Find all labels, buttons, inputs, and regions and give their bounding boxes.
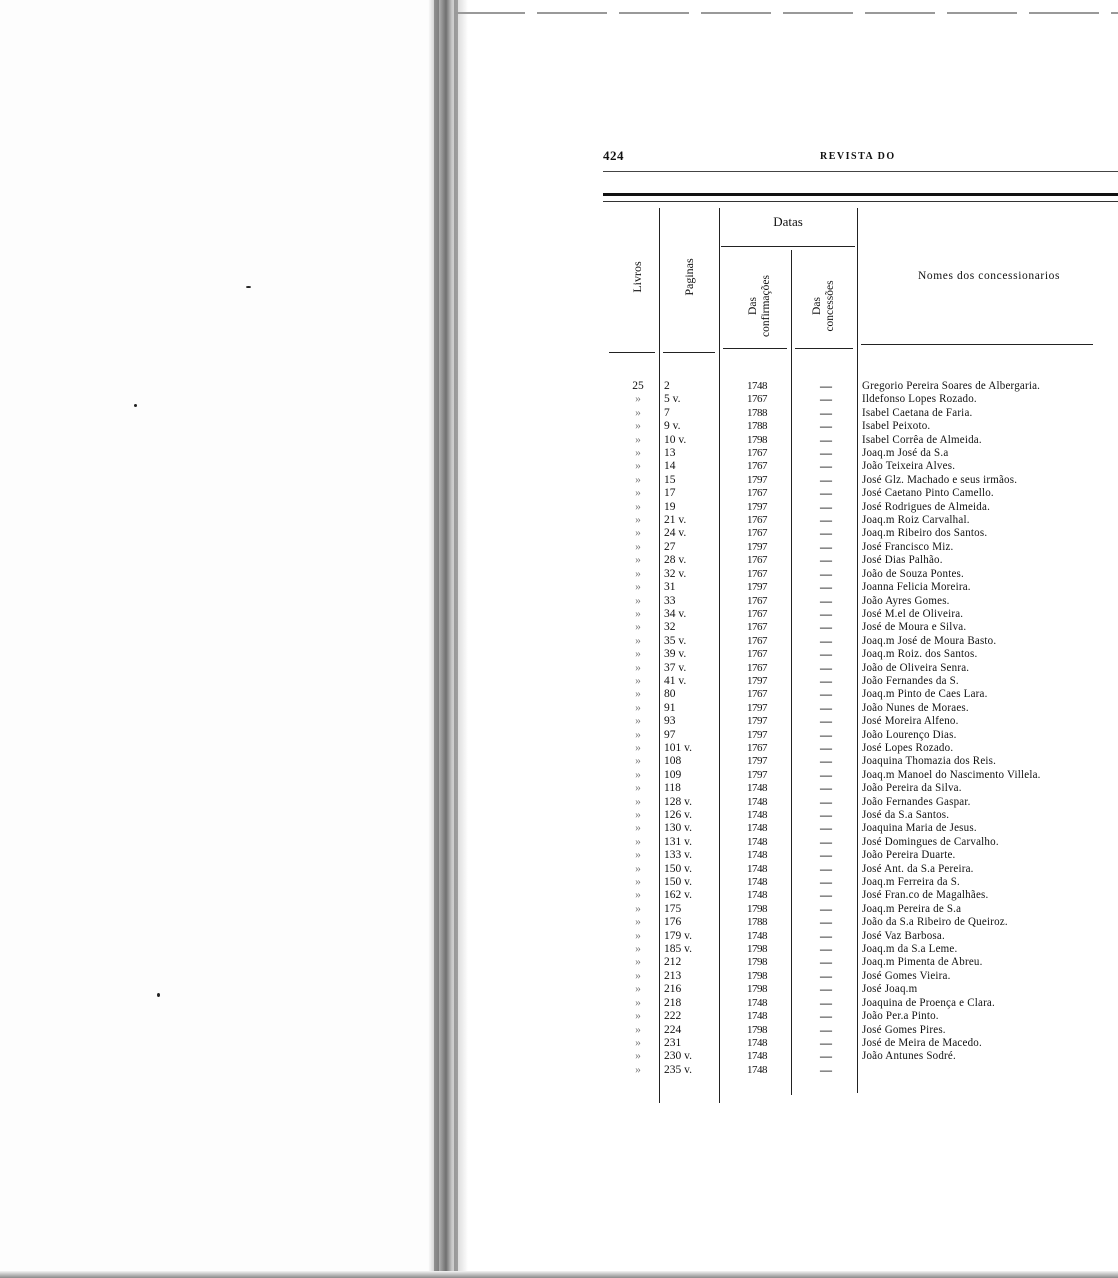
confirmacao-cell: 1797: [747, 768, 767, 781]
livro-cell: 25: [632, 380, 644, 392]
concessao-cell: —: [820, 848, 832, 863]
pagina-cell: 35 v.: [664, 634, 687, 647]
pagina-cell: 222: [664, 1010, 682, 1023]
datas-header: Datas: [773, 214, 803, 229]
nomes-column: [862, 380, 1118, 1077]
concessao-cell: —: [820, 566, 832, 581]
concessao-cell: —: [820, 620, 832, 635]
livro-cell: »: [635, 514, 641, 527]
livro-cell: »: [635, 741, 641, 754]
confirmacao-cell: 1767: [747, 393, 767, 406]
page-top-edge: [455, 12, 1118, 14]
livro-cell: »: [635, 473, 641, 486]
confirmacao-cell: 1767: [747, 567, 767, 580]
nome-cell: Joaquina Thomazia dos Reis.: [862, 755, 997, 768]
livro-cell: »: [635, 1050, 641, 1063]
concessao-cell: —: [820, 539, 832, 554]
livro-cell: »: [635, 433, 641, 446]
livro-cell: »: [635, 447, 641, 460]
pagina-cell: 9 v.: [664, 420, 681, 433]
livro-cell: »: [635, 581, 641, 594]
confirmacao-cell: 1797: [747, 728, 767, 741]
nome-cell: Joaq.m Pinto de Caes Lara.: [862, 688, 988, 701]
concessao-cell: —: [820, 392, 832, 407]
nome-cell: João Fernandes Gaspar.: [862, 795, 971, 808]
pagina-cell: 10 v.: [664, 433, 687, 446]
pagina-cell: 97: [664, 728, 676, 741]
table-top-rule: [603, 193, 1118, 196]
nome-cell: João Lourenço Dias.: [862, 728, 957, 741]
nome-cell: Gregorio Pereira Soares de Albergaria.: [862, 379, 1041, 393]
gutter-crease: [434, 0, 439, 1278]
nome-cell: Joaq.m Roiz. dos Santos.: [862, 647, 978, 661]
concessao-cell: —: [820, 942, 832, 957]
livro-cell: »: [635, 674, 641, 687]
confirmacao-cell: 1798: [747, 983, 767, 996]
confirmacao-cell: 1748: [747, 862, 767, 875]
pagina-cell: 14: [664, 460, 676, 473]
livro-cell: »: [635, 876, 641, 889]
concessao-cell: —: [820, 928, 832, 943]
confirmacao-cell: 1767: [747, 460, 767, 473]
pagina-cell: 34 v.: [664, 607, 687, 620]
confirmacao-cell: 1797: [747, 581, 767, 594]
confirmacao-cell: 1748: [747, 835, 767, 848]
nome-cell: Joaq.m Manoel do Nascimento Villela.: [862, 768, 1041, 782]
livro-cell: »: [635, 862, 641, 875]
concessao-cell: —: [820, 660, 832, 675]
pagina-cell: 101 v.: [664, 741, 693, 754]
concessao-cell: —: [820, 673, 832, 688]
livro-cell: »: [635, 688, 641, 701]
confirmacao-cell: 1798: [747, 956, 767, 969]
concessao-cell: —: [820, 486, 832, 501]
nome-cell: José Moreira Alfeno.: [862, 714, 959, 728]
nome-cell: Joaq.m Ribeiro dos Santos.: [862, 527, 988, 540]
concessoes-header-text: Das concessões: [811, 280, 836, 332]
nome-cell: José M.el de Oliveira.: [862, 607, 964, 621]
nome-cell: José de Moura e Silva.: [862, 620, 967, 634]
concessao-cell: —: [820, 459, 832, 474]
livro-cell: »: [635, 795, 641, 808]
pagina-cell: 80: [664, 688, 676, 701]
pagina-cell: 28 v.: [664, 554, 687, 567]
concessao-cell: —: [820, 808, 832, 822]
livro-cell: »: [635, 1023, 641, 1036]
confirmacao-cell: 1748: [747, 782, 767, 795]
livro-cell: »: [635, 902, 641, 915]
pagina-cell: 27: [664, 540, 676, 553]
nome-cell: Joaq.m Roiz Carvalhal.: [862, 513, 970, 527]
livros-header: Livros: [630, 261, 644, 293]
print-speck: [246, 286, 251, 288]
column-divider: [659, 208, 660, 1103]
nome-cell: Joaq.m José de Moura Basto.: [862, 634, 997, 647]
nome-cell: José Glz. Machado e seus irmãos.: [862, 473, 1018, 487]
concessao-cell: —: [820, 767, 832, 782]
confirmacao-cell: 1767: [747, 607, 767, 620]
confirmacao-cell: 1797: [747, 755, 767, 768]
livro-cell: »: [635, 460, 641, 473]
concessao-cell: —: [820, 995, 832, 1010]
nome-cell: José de Meira de Macedo.: [862, 1036, 982, 1050]
confirmacao-cell: 1748: [747, 876, 767, 889]
concessao-cell: —: [820, 499, 832, 514]
livro-cell: »: [635, 621, 641, 634]
confirmacao-cell: 1748: [747, 809, 767, 821]
pagina-cell: 21 v.: [664, 514, 687, 527]
pagina-cell: 108: [664, 755, 682, 768]
nome-cell: José Caetano Pinto Camello.: [862, 486, 994, 500]
paginas-column: [664, 380, 724, 1077]
nome-cell: José da S.a Santos.: [862, 808, 950, 822]
concessao-cell: —: [820, 727, 832, 742]
concessao-cell: —: [820, 593, 832, 608]
gutter-crease: [454, 0, 458, 1278]
nome-cell: José Fran.co de Magalhães.: [862, 889, 989, 902]
pagina-cell: 150 v.: [664, 862, 693, 875]
confirmacao-cell: 1798: [747, 433, 767, 446]
confirmacao-cell: 1767: [747, 487, 767, 500]
confirmacao-cell: 1797: [747, 674, 767, 687]
concessao-cell: —: [820, 915, 832, 930]
nome-cell: José Dias Palhão.: [862, 553, 943, 567]
nome-cell: João Nunes de Moraes.: [862, 701, 969, 715]
nome-cell: José Domingues de Carvalho.: [862, 835, 999, 849]
concessao-cell: —: [820, 553, 832, 568]
concessao-cell: —: [820, 901, 832, 916]
livro-cell: »: [635, 567, 641, 580]
concessao-cell: —: [820, 888, 832, 903]
pagina-cell: 150 v.: [664, 876, 693, 889]
pagina-cell: 131 v.: [664, 835, 693, 848]
pagina-cell: 212: [664, 956, 682, 969]
confirmacao-cell: 1797: [747, 540, 767, 553]
concessao-cell: —: [820, 526, 832, 541]
header-bottom-rule: [663, 352, 715, 353]
concessao-cell: —: [820, 821, 832, 836]
pagina-cell: 133 v.: [664, 849, 693, 862]
livro-cell: »: [635, 715, 641, 728]
nome-cell: João Fernandes da S.: [862, 674, 959, 688]
nome-cell: José Gomes Pires.: [862, 1023, 946, 1036]
confirmacao-cell: 1797: [747, 500, 767, 513]
livro-cell: »: [635, 943, 641, 956]
nome-cell: Joaquina de Proença e Clara.: [862, 996, 995, 1009]
pagina-cell: 230 v.: [664, 1050, 693, 1063]
concessoes-column: [796, 380, 856, 1077]
confirmacao-cell: 1767: [747, 527, 767, 540]
concessao-cell: —: [820, 1022, 832, 1037]
nome-cell: João Per.a Pinto.: [862, 1009, 939, 1023]
confirmacao-cell: 1748: [747, 849, 767, 862]
pagina-cell: 175: [664, 902, 682, 915]
pagina-cell: 37 v.: [664, 661, 687, 674]
column-divider: [791, 250, 792, 1095]
table-top-rule-thin: [603, 201, 1118, 202]
livro-cell: »: [635, 540, 641, 553]
pagina-cell: 32: [664, 621, 676, 634]
concessao-cell: —: [820, 580, 832, 595]
pagina-cell: 185 v.: [664, 943, 693, 956]
concessao-cell: —: [820, 432, 832, 447]
confirmacao-cell: 1767: [747, 648, 767, 661]
concessao-cell: —: [820, 687, 832, 702]
confirmacao-cell: 1797: [747, 701, 767, 714]
pagina-cell: 224: [664, 1023, 682, 1036]
pagina-cell: 13: [664, 447, 676, 460]
concessao-cell: —: [820, 740, 832, 755]
concessao-cell: —: [820, 982, 832, 997]
column-divider: [857, 208, 858, 1093]
livro-cell: »: [635, 822, 641, 835]
confirmacao-cell: 1797: [747, 473, 767, 486]
nome-cell: Joaq.m Ferreira da S.: [862, 875, 960, 889]
pagina-cell: 218: [664, 996, 682, 1009]
confirmacao-cell: 1798: [747, 1023, 767, 1036]
concessao-cell: —: [820, 1035, 832, 1050]
nome-cell: Isabel Peixoto.: [862, 419, 931, 433]
livro-cell: »: [635, 487, 641, 500]
pagina-cell: 5 v.: [664, 393, 681, 406]
nome-cell: João Ayres Gomes.: [862, 594, 950, 607]
concessao-cell: —: [820, 379, 832, 393]
concessao-cell: —: [820, 955, 832, 970]
confirmacao-cell: 1748: [747, 1010, 767, 1023]
nome-cell: João da S.a Ribeiro de Queiroz.: [862, 915, 1008, 929]
nome-cell: Joaq.m José da S.a: [862, 446, 949, 460]
confirmacao-cell: 1748: [747, 929, 767, 942]
nome-cell: [862, 1063, 1118, 1077]
nome-cell: João de Oliveira Senra.: [862, 661, 970, 674]
livro-cell: »: [635, 996, 641, 1009]
livro-cell: »: [635, 916, 641, 929]
nome-cell: José Rodrigues de Almeida.: [862, 500, 991, 513]
confirmacao-cell: 1748: [747, 1036, 767, 1049]
concessao-cell: —: [820, 861, 832, 876]
pagina-cell: 33: [664, 594, 676, 607]
nome-cell: José Ant. da S.a Pereira.: [862, 862, 974, 875]
print-speck: [157, 993, 160, 997]
confirmacao-cell: 1748: [747, 380, 767, 392]
confirmacao-cell: 1767: [747, 554, 767, 567]
concessao-cell: —: [820, 834, 832, 849]
confirmacao-cell: 1798: [747, 969, 767, 982]
livro-cell: »: [635, 607, 641, 620]
livro-cell: »: [635, 782, 641, 795]
concessao-cell: —: [820, 405, 832, 420]
page-bottom-edge: [0, 1271, 1118, 1278]
nome-cell: João de Souza Pontes.: [862, 567, 964, 580]
concessoes-header: [811, 256, 841, 356]
pagina-cell: 17: [664, 487, 676, 500]
confirmacoes-column: [732, 380, 782, 1077]
concessao-cell: —: [820, 700, 832, 715]
pagina-cell: 128 v.: [664, 795, 693, 808]
livro-cell: »: [635, 634, 641, 647]
pagina-cell: 176: [664, 916, 682, 929]
confirmacao-cell: 1788: [747, 916, 767, 929]
livro-cell: »: [635, 956, 641, 969]
pagina-cell: 213: [664, 969, 682, 982]
confirmacao-cell: 1767: [747, 634, 767, 647]
datas-divider: [721, 246, 855, 247]
nome-cell: Isabel Caetana de Faria.: [862, 406, 973, 420]
livro-cell: »: [635, 969, 641, 982]
nome-cell: José Francisco Miz.: [862, 540, 954, 554]
confirmacao-cell: 1788: [747, 420, 767, 433]
pagina-cell: 130 v.: [664, 822, 693, 835]
confirmacao-cell: 1767: [747, 621, 767, 634]
confirmacao-cell: 1798: [747, 943, 767, 956]
confirmacao-cell: 1767: [747, 688, 767, 701]
nome-cell: Isabel Corrêa de Almeida.: [862, 433, 982, 446]
pagina-cell: 41 v.: [664, 674, 687, 687]
livro-cell: »: [635, 594, 641, 607]
livro-cell: »: [635, 983, 641, 996]
livro-cell: »: [635, 1010, 641, 1023]
confirmacao-cell: 1767: [747, 661, 767, 674]
pagina-cell: 216: [664, 983, 682, 996]
concessao-cell: —: [820, 446, 832, 461]
nome-cell: Ildefonso Lopes Rozado.: [862, 393, 977, 406]
livro-cell: »: [635, 849, 641, 862]
pagina-cell: 19: [664, 500, 676, 513]
livro-cell: »: [635, 809, 641, 821]
confirmacao-cell: 1748: [747, 822, 767, 835]
pagina-cell: 91: [664, 701, 676, 714]
livro-cell: »: [635, 420, 641, 433]
livro-cell: »: [635, 1063, 641, 1076]
pagina-cell: 31: [664, 581, 676, 594]
nome-cell: João Teixeira Alves.: [862, 460, 956, 473]
livro-cell: »: [635, 728, 641, 741]
pagina-cell: 32 v.: [664, 567, 687, 580]
confirmacao-cell: 1748: [747, 1063, 767, 1076]
livro-cell: »: [635, 768, 641, 781]
confirmacao-cell: 1797: [747, 715, 767, 728]
nome-cell: José Joaq.m: [862, 982, 918, 996]
nome-cell: Joaquina Maria de Jesus.: [862, 822, 977, 835]
nome-cell: José Lopes Rozado.: [862, 741, 954, 755]
nome-cell: Joaq.m Pimenta de Abreu.: [862, 956, 983, 969]
concessao-cell: —: [820, 781, 832, 796]
pagina-cell: 231: [664, 1036, 682, 1049]
livro-cell: »: [635, 889, 641, 902]
concessao-cell: —: [820, 1049, 832, 1064]
header-bottom-rule: [609, 352, 655, 353]
livro-cell: »: [635, 835, 641, 848]
pagina-cell: 93: [664, 715, 676, 728]
livros-column: [618, 380, 658, 1077]
nome-cell: João Antunes Sodré.: [862, 1049, 956, 1063]
left-blank-page: [0, 0, 430, 1278]
livro-cell: »: [635, 648, 641, 661]
concessao-cell: —: [820, 794, 832, 809]
pagina-cell: 235 v.: [664, 1063, 693, 1076]
header-bottom-rule: [861, 344, 1093, 345]
nome-cell: Joanna Felicia Moreira.: [862, 580, 971, 594]
nome-cell: José Vaz Barbosa.: [862, 929, 945, 942]
nome-cell: João Pereira da Silva.: [862, 781, 962, 795]
nome-cell: Joaq.m Pereira de S.a: [862, 902, 962, 916]
pagina-cell: 126 v.: [664, 809, 693, 821]
concessao-cell: —: [820, 513, 832, 528]
concessao-cell: —: [820, 754, 832, 769]
confirmacao-cell: 1798: [747, 902, 767, 915]
livro-cell: »: [635, 755, 641, 768]
confirmacoes-header: [747, 256, 777, 356]
concessao-cell: —: [820, 647, 832, 662]
concessao-cell: —: [820, 419, 832, 434]
concessao-cell: —: [820, 472, 832, 487]
pagina-cell: 118: [664, 782, 681, 795]
concessao-cell: —: [820, 606, 832, 621]
livro-cell: »: [635, 661, 641, 674]
pagina-cell: 39 v.: [664, 648, 687, 661]
concessao-cell: —: [820, 633, 832, 648]
confirmacao-cell: 1767: [747, 594, 767, 607]
livro-cell: »: [635, 554, 641, 567]
confirmacao-cell: 1748: [747, 889, 767, 902]
concessao-cell: —: [820, 714, 832, 729]
confirmacao-cell: 1748: [747, 1050, 767, 1063]
header-rule: [603, 171, 1118, 172]
confirmacao-cell: 1788: [747, 406, 767, 419]
livro-cell: »: [635, 1036, 641, 1049]
nome-cell: João Pereira Duarte.: [862, 848, 956, 862]
livro-cell: »: [635, 393, 641, 406]
pagina-cell: 2: [664, 380, 670, 392]
confirmacao-cell: 1767: [747, 514, 767, 527]
confirmacao-cell: 1748: [747, 795, 767, 808]
pagina-cell: 15: [664, 473, 676, 486]
confirmacao-cell: 1767: [747, 447, 767, 460]
pagina-cell: 162 v.: [664, 889, 693, 902]
confirmacao-cell: 1767: [747, 741, 767, 754]
livro-cell: »: [635, 500, 641, 513]
livro-cell: »: [635, 701, 641, 714]
pagina-cell: 24 v.: [664, 527, 687, 540]
pagina-cell: 7: [664, 406, 670, 419]
nome-cell: José Gomes Vieira.: [862, 969, 951, 983]
concessao-cell: —: [820, 1009, 832, 1024]
running-head: REVISTA DO: [820, 151, 896, 162]
livro-cell: »: [635, 527, 641, 540]
pagina-cell: 179 v.: [664, 929, 693, 942]
confirmacao-cell: 1748: [747, 996, 767, 1009]
nome-cell: Joaq.m da S.a Leme.: [862, 942, 958, 956]
livro-cell: »: [635, 929, 641, 942]
concessao-cell: —: [820, 968, 832, 983]
concessao-cell: —: [820, 1062, 832, 1077]
paginas-header: Paginas: [682, 258, 696, 296]
page-number: 424: [603, 148, 624, 163]
confirmacoes-header-text: Das confirmações: [747, 275, 772, 337]
print-speck: [134, 404, 137, 407]
pagina-cell: 109: [664, 768, 682, 781]
livro-cell: »: [635, 406, 641, 419]
concessao-cell: —: [820, 875, 832, 890]
nomes-header: Nomes dos concessionarios: [917, 270, 1061, 282]
